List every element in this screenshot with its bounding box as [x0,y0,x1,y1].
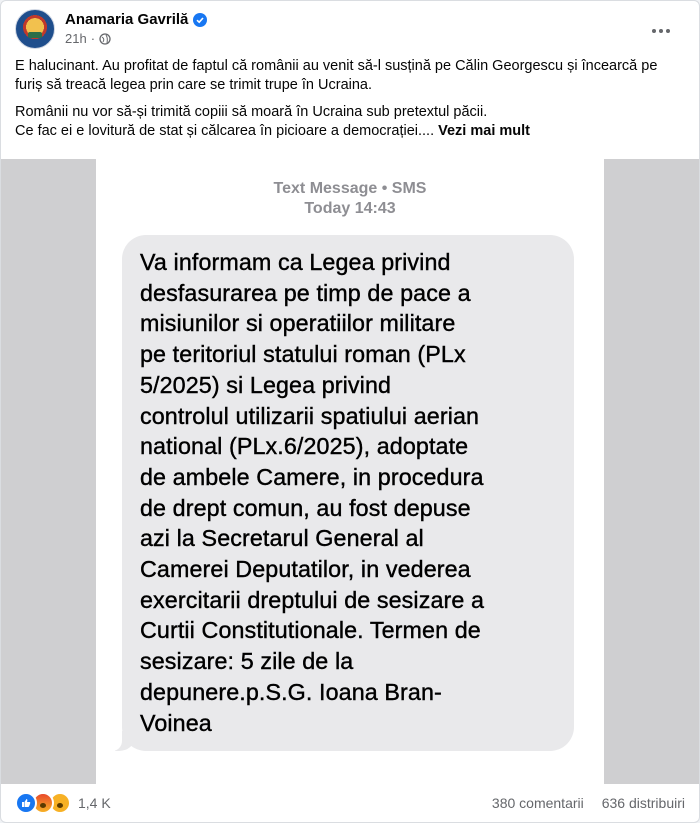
sms-message-line: pe teritoriul statului roman (PLx [140,341,466,368]
post-line: Românii nu vor să-și trimită copiii să moară în Ucraina sub pretextul păcii. [15,104,488,120]
reactions-summary[interactable] [15,792,111,814]
sms-screenshot [96,159,604,784]
meta-separator: · [90,31,96,46]
reaction-count: 1,4 K [78,795,111,811]
post-footer [15,789,685,817]
post-image[interactable] [1,159,699,784]
author-name[interactable]: Anamaria Gavrilă [65,11,189,28]
sms-message-line: controlul utilizarii spatiului aerian [140,402,480,429]
more-options-button[interactable] [643,13,679,49]
sms-message-line: Va informam ca Legea privind [140,249,451,275]
post-header [15,9,689,53]
sms-header [96,179,604,219]
sms-message-line: de drept comun, au fost depuse [140,494,471,521]
sms-message-line: Voinea [140,709,212,736]
comments-count[interactable]: 380 comentarii [491,795,584,811]
author-avatar[interactable] [15,9,55,49]
author-line [65,11,207,28]
sms-time-label: Today 14:43 [304,200,396,217]
see-more-link[interactable]: Vezi mai mult [438,123,530,139]
more-options-icon-dot [659,29,663,33]
post-meta [65,31,111,46]
post-paragraph [15,103,685,141]
sms-message-line: 5/2025) si Legea privind [140,371,392,398]
sms-message-line: Curtii Constitutionale. Termen de [140,617,481,644]
sms-message-line: azi la Secretarul General al [140,525,424,552]
sms-message-line: depunere.p.S.G. Ioana Bran- [140,678,442,705]
sms-message-line: de ambele Camere, in procedura [140,463,484,490]
sms-message-line: national (PLx.6/2025), adoptate [140,433,469,460]
sms-bubble [122,235,574,751]
sms-message-line: sesizare: 5 zile de la [140,648,354,675]
sms-type-label: Text Message • SMS [273,180,427,197]
sms-message-line: Camerei Deputatilor, in vederea [140,556,471,583]
globe-icon [99,33,111,45]
more-options-icon [652,29,656,33]
more-options-icon-dot [666,29,670,33]
like-icon [15,792,37,814]
sms-message-text [140,247,560,738]
post-line: Ce fac ei e lovitură de stat și călcarea în picioare a democrației.... [15,123,435,139]
post-text [15,57,685,141]
verified-badge-icon [193,13,207,27]
sms-message-line: desfasurarea pe timp de pace a [140,279,471,306]
sms-message-line: exercitarii dreptului de sesizare a [140,586,485,613]
shares-count[interactable]: 636 distribuiri [601,795,685,811]
post-paragraph: E halucinant. Au profitat de faptul că românii au venit să-l susțină pe Călin Georgescu și încearcă pe furiș să treacă legea prin care se trimit trupe în Ucraina. [15,58,658,93]
sms-message-line: misiunilor si operatiilor militare [140,310,456,337]
post-timestamp[interactable]: 21h [65,31,87,46]
